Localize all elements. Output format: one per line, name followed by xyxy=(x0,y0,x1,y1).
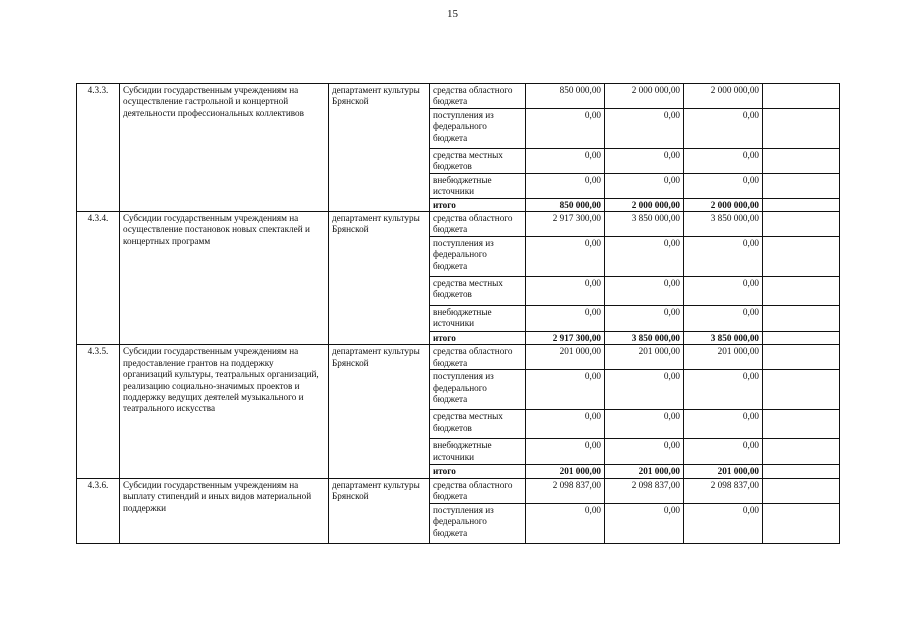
amount-year-2: 0,00 xyxy=(605,237,684,277)
amount-year-1: 0,00 xyxy=(526,503,605,543)
empty-cell xyxy=(763,237,840,277)
table-row xyxy=(77,345,840,370)
amount-year-1: 850 000,00 xyxy=(526,84,605,109)
amount-year-1: 0,00 xyxy=(526,306,605,332)
funding-source: поступления из федерального бюджета xyxy=(430,370,526,410)
budget-table xyxy=(76,83,840,544)
amount-year-1: 0,00 xyxy=(526,149,605,174)
amount-year-1: 0,00 xyxy=(526,277,605,306)
amount-year-2: 0,00 xyxy=(605,173,684,198)
empty-cell xyxy=(763,109,840,149)
amount-year-3: 3 850 000,00 xyxy=(684,332,763,345)
amount-year-1: 0,00 xyxy=(526,370,605,410)
item-title: Субсидии государственным учреждениям на предоставление грантов на поддержку организаций культуры, театральных организаций, реализацию социально-значимых проектов и поддержку ведущих деятелей музыкального и театрального искусства xyxy=(120,345,329,478)
item-title: Субсидии государственным учреждениям на осуществление гастрольной и концертной деятельности профессиональных коллективов xyxy=(120,84,329,212)
responsible-org: департамент культуры Брянской xyxy=(329,84,430,212)
responsible-org: департамент культуры Брянской xyxy=(329,478,430,543)
funding-source: средства областного бюджета xyxy=(430,84,526,109)
amount-year-1: 2 098 837,00 xyxy=(526,478,605,503)
funding-source: итого xyxy=(430,198,526,211)
amount-year-1: 201 000,00 xyxy=(526,465,605,478)
responsible-org: департамент культуры Брянской xyxy=(329,212,430,345)
amount-year-1: 2 917 300,00 xyxy=(526,332,605,345)
empty-cell xyxy=(763,332,840,345)
amount-year-3: 0,00 xyxy=(684,370,763,410)
amount-year-1: 0,00 xyxy=(526,173,605,198)
empty-cell xyxy=(763,465,840,478)
item-title: Субсидии государственным учреждениям на выплату стипендий и иных видов материальной поддержки xyxy=(120,478,329,543)
funding-source: средства местных бюджетов xyxy=(430,149,526,174)
amount-year-2: 3 850 000,00 xyxy=(605,212,684,237)
amount-year-2: 0,00 xyxy=(605,503,684,543)
funding-source: итого xyxy=(430,465,526,478)
amount-year-2: 0,00 xyxy=(605,306,684,332)
amount-year-1: 0,00 xyxy=(526,109,605,149)
amount-year-2: 0,00 xyxy=(605,439,684,465)
amount-year-3: 201 000,00 xyxy=(684,345,763,370)
amount-year-2: 2 000 000,00 xyxy=(605,198,684,211)
amount-year-1: 201 000,00 xyxy=(526,345,605,370)
item-number: 4.3.5. xyxy=(77,345,120,478)
amount-year-2: 0,00 xyxy=(605,410,684,439)
empty-cell xyxy=(763,478,840,503)
empty-cell xyxy=(763,173,840,198)
empty-cell xyxy=(763,439,840,465)
funding-source: средства местных бюджетов xyxy=(430,410,526,439)
funding-source: средства областного бюджета xyxy=(430,212,526,237)
funding-source: средства областного бюджета xyxy=(430,478,526,503)
empty-cell xyxy=(763,277,840,306)
empty-cell xyxy=(763,84,840,109)
table-row xyxy=(77,478,840,503)
funding-source: внебюджетные источники xyxy=(430,173,526,198)
amount-year-3: 0,00 xyxy=(684,149,763,174)
amount-year-2: 2 000 000,00 xyxy=(605,84,684,109)
amount-year-2: 201 000,00 xyxy=(605,465,684,478)
item-title: Субсидии государственным учреждениям на осуществление постановок новых спектаклей и концертных программ xyxy=(120,212,329,345)
item-number: 4.3.3. xyxy=(77,84,120,212)
amount-year-2: 201 000,00 xyxy=(605,345,684,370)
amount-year-1: 0,00 xyxy=(526,237,605,277)
funding-source: поступления из федерального бюджета xyxy=(430,503,526,543)
amount-year-3: 0,00 xyxy=(684,410,763,439)
amount-year-3: 2 000 000,00 xyxy=(684,198,763,211)
responsible-org: департамент культуры Брянской xyxy=(329,345,430,478)
funding-source: итого xyxy=(430,332,526,345)
page-number: 15 xyxy=(447,8,458,20)
amount-year-3: 0,00 xyxy=(684,109,763,149)
funding-source: внебюджетные источники xyxy=(430,306,526,332)
funding-source: поступления из федерального бюджета xyxy=(430,109,526,149)
amount-year-3: 0,00 xyxy=(684,439,763,465)
table-row xyxy=(77,212,840,237)
amount-year-1: 850 000,00 xyxy=(526,198,605,211)
amount-year-2: 3 850 000,00 xyxy=(605,332,684,345)
table-row xyxy=(77,84,840,109)
empty-cell xyxy=(763,149,840,174)
amount-year-3: 0,00 xyxy=(684,277,763,306)
amount-year-1: 0,00 xyxy=(526,439,605,465)
amount-year-3: 201 000,00 xyxy=(684,465,763,478)
amount-year-2: 2 098 837,00 xyxy=(605,478,684,503)
amount-year-3: 0,00 xyxy=(684,503,763,543)
amount-year-2: 0,00 xyxy=(605,277,684,306)
amount-year-2: 0,00 xyxy=(605,109,684,149)
amount-year-1: 2 917 300,00 xyxy=(526,212,605,237)
amount-year-2: 0,00 xyxy=(605,370,684,410)
amount-year-3: 0,00 xyxy=(684,237,763,277)
amount-year-3: 2 098 837,00 xyxy=(684,478,763,503)
funding-source: средства областного бюджета xyxy=(430,345,526,370)
amount-year-1: 0,00 xyxy=(526,410,605,439)
funding-source: внебюджетные источники xyxy=(430,439,526,465)
empty-cell xyxy=(763,370,840,410)
empty-cell xyxy=(763,410,840,439)
funding-source: средства местных бюджетов xyxy=(430,277,526,306)
empty-cell xyxy=(763,198,840,211)
item-number: 4.3.6. xyxy=(77,478,120,543)
empty-cell xyxy=(763,503,840,543)
funding-source: поступления из федерального бюджета xyxy=(430,237,526,277)
amount-year-2: 0,00 xyxy=(605,149,684,174)
item-number: 4.3.4. xyxy=(77,212,120,345)
amount-year-3: 0,00 xyxy=(684,306,763,332)
amount-year-3: 3 850 000,00 xyxy=(684,212,763,237)
empty-cell xyxy=(763,212,840,237)
empty-cell xyxy=(763,306,840,332)
amount-year-3: 0,00 xyxy=(684,173,763,198)
empty-cell xyxy=(763,345,840,370)
amount-year-3: 2 000 000,00 xyxy=(684,84,763,109)
